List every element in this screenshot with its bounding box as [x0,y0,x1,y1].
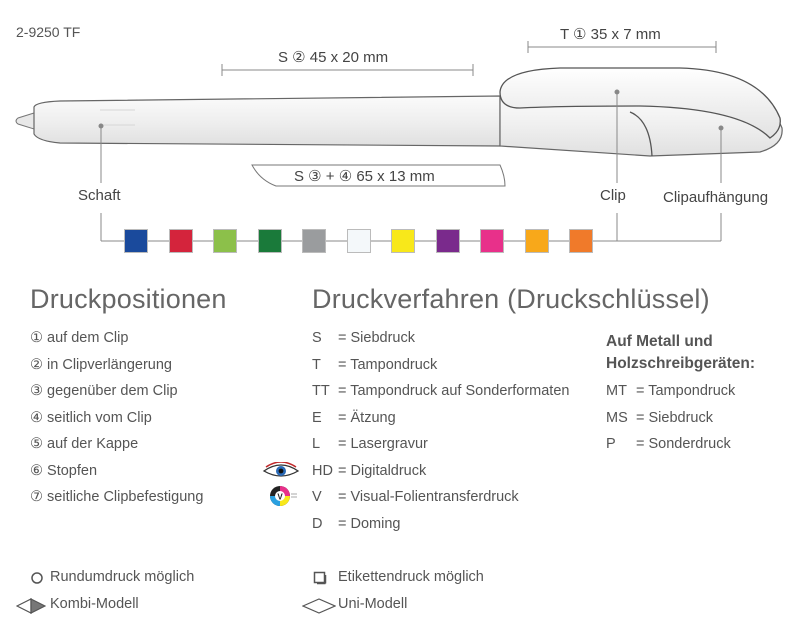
list-item [312,489,569,516]
color-swatch [569,229,593,253]
legend-label-print: Etikettendruck möglich [338,569,484,585]
method-label: = Doming [338,515,401,532]
metal-wood-title-line1: Auf Metall und [606,333,713,350]
pen-diagram [0,0,800,262]
pen-tip [16,113,34,129]
visual-logo-icon [268,484,298,508]
list-item [606,410,735,437]
pen-barrel [34,96,500,146]
list-item [312,357,569,384]
list-item [606,436,735,463]
method-code: HD [312,462,333,479]
list-item [312,516,569,543]
method-label: = Sonderdruck [636,436,731,452]
list-item: ④ seitlich vom Clip [30,409,152,426]
part-label-clip: Clip [600,187,626,204]
color-swatch [124,229,148,253]
method-label: = Ätzung [338,409,396,426]
list-item [312,463,569,490]
legend-uni-model: Uni-Modell [338,596,408,612]
method-label: = Lasergravur [338,436,428,452]
metal-wood-title [606,331,755,375]
list-item: ⑤ auf der Kappe [30,436,139,452]
color-swatch [302,229,326,253]
print-methods-title: Druckverfahren (Druckschlüssel) [312,284,710,314]
color-swatch [213,229,237,253]
color-swatch [391,229,415,253]
dimension-side-label: S ② 45 x 20 mm [278,49,389,66]
method-label: = Digitaldruck [338,462,427,479]
color-swatch [169,229,193,253]
combi-model-icon [16,598,46,614]
method-code: V [312,489,322,505]
legend-round-print: Rundumdruck möglich [50,569,195,585]
eye-icon [262,462,300,480]
color-swatch [480,229,504,253]
method-code: MS [606,409,628,426]
list-item [312,383,569,410]
method-code: MT [606,383,627,399]
metal-wood-title-line2: Holzschreibgeräten: [606,355,756,372]
method-code: S [312,330,322,346]
method-label: = Siebdruck [636,409,713,426]
round-print-icon [30,571,44,585]
uni-model-icon [302,598,336,614]
method-label: = Tampondruck auf Sonderformaten [338,383,570,399]
product-code: 2-9250 TF [16,24,81,40]
method-label: = Tampondruck [338,356,438,373]
color-swatch [258,229,282,253]
part-label-clip-hanger: Clipaufhängung [663,189,769,206]
list-item: ① auf dem Clip [30,330,129,346]
list-item: ③ gegenüber dem Clip [30,383,178,399]
list-item [606,383,735,410]
method-label: = Siebdruck [338,330,415,346]
list-item [312,410,569,437]
list-item [312,330,569,357]
list-item: ② in Clipverlängerung [30,356,172,373]
list-item: ⑥ Stopfen [30,462,98,479]
dimension-bottom-label: S ③ + ④ 65 x 13 mm [294,168,435,185]
color-swatch [436,229,460,253]
method-label: = Visual-Folientransferdruck [338,489,519,505]
method-code: T [312,356,321,373]
color-swatch [347,229,371,253]
method-code: E [312,409,322,426]
method-label: = Tampondruck [636,383,736,399]
print-positions-list [30,330,203,516]
svg-text:V: V [277,492,283,502]
metal-wood-list [606,383,735,463]
method-code: L [312,436,321,452]
list-item: ⑦ seitliche Clipbefestigung [30,489,204,505]
list-item [312,436,569,463]
method-code: P [606,436,616,452]
print-positions-title: Druckpositionen [30,284,227,314]
dimension-top-label: T ① 35 x 7 mm [560,26,661,43]
legend-combi-model: Kombi-Modell [50,596,139,612]
method-code: D [312,515,323,532]
method-code: TT [312,383,330,399]
print-methods-list [312,330,569,542]
color-swatch [525,229,549,253]
label-print-icon [313,571,329,585]
part-label-shaft: Schaft [78,187,121,204]
